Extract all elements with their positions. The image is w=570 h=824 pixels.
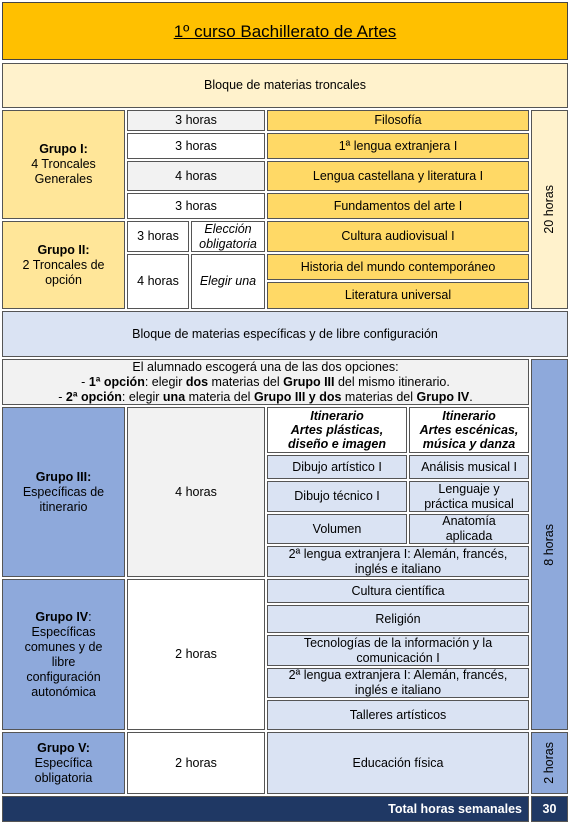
grupo5-name: Grupo V: — [37, 740, 90, 755]
g1-subject-2: 1ª lengua extranjera I — [267, 133, 529, 159]
note-line-1: El alumnado escogerá una de las dos opciones: — [132, 359, 399, 374]
g3-shared-subject: 2ª lengua extranjera I: Alemán, francés, inglés e italiano — [267, 546, 529, 577]
g2-mode-2: Elegir una — [191, 254, 265, 309]
grupo5-cell — [2, 732, 125, 794]
g2-subject-2a: Historia del mundo contemporáneo — [267, 254, 529, 280]
grupo4-name-line: Grupo IV: — [35, 609, 92, 624]
g2-hours-2: 4 horas — [127, 254, 189, 309]
it1-subject-1: Dibujo artístico I — [267, 455, 407, 479]
g4-subject-3: Tecnologías de la información y la comunicación I — [267, 635, 529, 666]
itinerario-1-header — [267, 407, 407, 453]
grupo4-desc: Específicas comunes y de libre configuración autonómica — [24, 624, 103, 699]
grupo5-side-hours — [531, 732, 568, 794]
grupo3-hours: 4 horas — [127, 407, 265, 577]
grupo1-cell — [2, 110, 125, 219]
grupo2-name: Grupo II: — [37, 242, 90, 257]
grupo5-side-hours-label: 2 horas — [542, 742, 556, 784]
it2-subject-3: Anatomía aplicada — [409, 514, 529, 544]
g5-subject: Educación física — [267, 732, 529, 794]
itinerario-2-line2: Artes escénicas, música y danza — [419, 423, 519, 451]
grupo5-hours: 2 horas — [127, 732, 265, 794]
itinerario-1-line1: Itinerario — [310, 409, 364, 423]
troncales-total-hours — [531, 110, 568, 309]
grupo2-desc: 2 Troncales de opción — [22, 257, 105, 287]
troncales-header-label: Bloque de materias troncales — [204, 78, 366, 92]
g4-subject-2: Religión — [267, 605, 529, 633]
grupo5-desc: Específica obligatoria — [34, 755, 93, 785]
itinerario-2-line1: Itinerario — [442, 409, 496, 423]
total-value: 30 — [531, 796, 568, 822]
grupo3-cell — [2, 407, 125, 577]
especificas-header — [2, 311, 568, 357]
g2-hours-1: 3 horas — [127, 221, 189, 252]
grupo2-cell — [2, 221, 125, 309]
it1-subject-3: Volumen — [267, 514, 407, 544]
grupo4-hours: 2 horas — [127, 579, 265, 730]
troncales-total-hours-label: 20 horas — [542, 185, 556, 234]
g1-hours-4: 3 horas — [127, 193, 265, 219]
grupo4-name: Grupo IV — [35, 609, 89, 624]
note-line-3: - 2ª opción: elegir una materia del Grupo III y dos materias del Grupo IV. — [58, 389, 473, 404]
especificas-side-hours — [531, 359, 568, 730]
g1-hours-3: 4 horas — [127, 161, 265, 191]
grupo4-cell — [2, 579, 125, 730]
g2-subject-2b: Literatura universal — [267, 282, 529, 309]
g2-subject-1: Cultura audiovisual I — [267, 221, 529, 252]
grupo1-desc: 4 Troncales Generales — [31, 157, 96, 186]
page-title: 1º curso Bachillerato de Artes — [173, 21, 397, 41]
itinerario-2-header — [409, 407, 529, 453]
g1-hours-2: 3 horas — [127, 133, 265, 159]
g1-subject-4: Fundamentos del arte I — [267, 193, 529, 219]
grupo3-desc: Específicas de itinerario — [22, 484, 105, 514]
troncales-header — [2, 63, 568, 108]
itinerario-1-line2: Artes plásticas, diseño e imagen — [288, 423, 386, 451]
especificas-header-label: Bloque de materias específicas y de libre configuración — [132, 326, 438, 341]
g1-subject-1: Filosofía — [267, 110, 529, 131]
g1-hours-1: 3 horas — [127, 110, 265, 131]
grupo3-name: Grupo III: — [35, 469, 92, 484]
it1-subject-2: Dibujo técnico I — [267, 481, 407, 512]
g4-subject-1: Cultura científica — [267, 579, 529, 603]
note-line-2: - 1ª opción: elegir dos materias del Grupo III del mismo itinerario. — [81, 374, 450, 389]
g2-mode-1: Elección obligatoria — [191, 221, 265, 252]
especificas-side-hours-label: 8 horas — [542, 523, 556, 566]
it2-subject-1: Análisis musical I — [409, 455, 529, 479]
g4-subject-4: 2ª lengua extranjera I: Alemán, francés, inglés e italiano — [267, 668, 529, 698]
options-note — [2, 359, 529, 405]
g4-subject-5: Talleres artísticos — [267, 700, 529, 730]
total-row — [2, 796, 529, 822]
grupo1-name: Grupo I: — [39, 142, 88, 156]
title-bar — [2, 2, 568, 60]
g1-subject-3: Lengua castellana y literatura I — [267, 161, 529, 191]
total-label: Total horas semanales — [388, 801, 522, 816]
it2-subject-2: Lenguaje y práctica musical — [409, 481, 529, 512]
